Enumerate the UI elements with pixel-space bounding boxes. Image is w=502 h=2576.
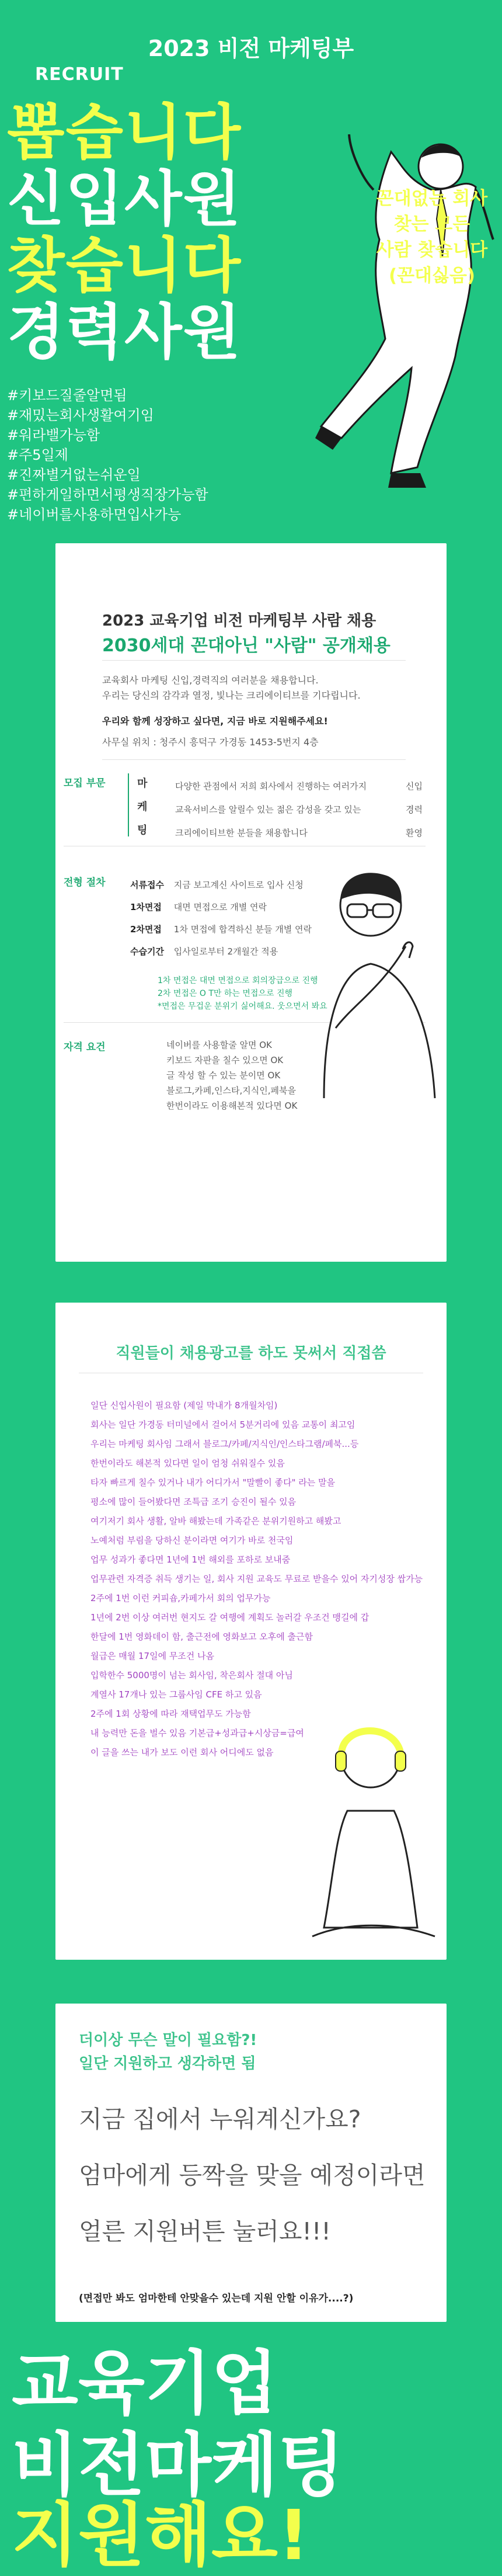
hero-line-3: 찾습니다 [7,231,242,301]
list-item: 2주에 1회 상황에 따라 재택업무도 가능함 [90,1709,251,1719]
page-title: 2023 비전 마케팅부 [148,36,354,61]
why-headline: 직원들이 채용광고를 하도 못써서 직접씀 [116,1345,386,1362]
process-step: 2차면접 1차 면접에 합격하신 분들 개별 연락 [130,924,312,935]
cta-card [55,2004,447,2322]
list-item: 내 능력만 돈을 벌수 있음 기본급+성과급+시상금=급여 [90,1728,304,1738]
posting-intro: 교육회사 마케팅 신입,경력직의 여러분을 채용합니다. 우리는 당신의 감각과 열정, 빛나는 크리에이티브를 기다립니다. [102,675,361,701]
list-item: 여기저기 회사 생활, 알바 해봤는데 가족같은 분위기원하고 해봤고 [90,1516,341,1526]
hero-line-1: 뽑습니다 [7,98,242,168]
thinking-man-illustration [301,853,447,1098]
qualification-list [166,1037,297,1113]
recruit-label: RECRUIT [35,64,124,85]
list-item: 한달에 1번 영화데이 함, 출근전에 영화보고 오후에 출근함 [90,1631,313,1642]
process-notes: 1차 면접은 대면 면접으로 회의장급으로 진행 2차 면접은 O T만 하는 면접으로 진행 *면접은 무겁운 분위기 싫어해요. 웃으면서 봐요 [158,976,327,1011]
qualification-item: 블로그,카페,인스타,지식인,페북을 [166,1085,296,1096]
cta-lines: 지금 집에서 누워계신가요? 엄마에게 등짝을 맞을 예정이라면 얼른 지원버튼 눌러요!!! [79,2105,426,2245]
qualification-item: 한번이라도 이용해본적 있다면 OK [166,1100,298,1111]
list-item: 이 글을 쓰는 내가 보도 이런 회사 어디에도 없음 [90,1747,274,1758]
outro-line-2: 비전마케팅 [12,2425,344,2505]
hashtag: #편하게일하면서평생직장가능함 [7,487,208,503]
cta-headline-2: 일단 지원하고 생각하면 됨 [79,2055,256,2072]
outro-line-1: 교육기업 [12,2343,278,2424]
process-step: 서류접수 지금 보고계신 사이트로 입사 신청 [130,880,304,890]
list-item: 계열사 17개나 있는 그룹사임 CFE 하고 있음 [90,1689,262,1700]
qualification-item: 키보드 자판을 칠수 있으면 OK [166,1055,284,1065]
qualification-label: 자격 요건 [64,1041,106,1053]
recruit-description: 다양한 관점에서 저희 회사에서 진행하는 여러가지 교육서비스를 알릴수 있는 젊은 감성을 갖고 있는 크리에이티브한 분들을 채용합니다 [175,781,367,838]
list-item: 입학한수 5000명이 넘는 회사임, 착은회사 절대 아님 [90,1670,293,1681]
hashtag: #재밌는회사생활여기임 [7,407,154,423]
process-step: 1차면접 대면 면접으로 개별 연락 [130,902,267,912]
posting-intro-bold: 우리와 함께 성장하고 싶다면, 지금 바로 지원해주세요! [102,716,328,727]
divider [102,759,406,760]
office-location: 사무실 위치 : 청주시 흥덕구 가경동 1453-5번지 4층 [102,737,319,748]
hero-side-note: 꼰대없는 회사 찾는 모든 사람 찾습니다 (꼰대싫음) [376,188,488,286]
hashtag: #진짜별거없는쉬운일 [7,467,141,483]
list-item: 회사는 일단 가경동 터미널에서 걸어서 5분거리에 있음 교통이 최고임 [90,1419,355,1430]
hashtag: #키보드질줄알면됨 [7,387,127,404]
list-item: 일단 신입사원이 필요함 (제일 막내가 8개월차임) [90,1400,278,1411]
process-steps [130,874,312,963]
outro-line-3: 지원해요! [12,2495,309,2575]
list-item: 2주에 1번 이런 커피숍,카페가서 회의 업무가능 [90,1593,271,1603]
list-item: 월급은 매월 17일에 무조건 나옴 [90,1651,215,1661]
recruit-vertical-title: 마 케 팅 [137,777,148,836]
recruit-levels: 신입 경력 환영 [406,781,423,838]
headphone-woman-illustration [301,1706,441,1951]
divider [102,660,406,661]
list-item: 우리는 마케팅 회사임 그래서 블로그/카페/지식인/인스타그램/페북...등 [90,1439,359,1449]
qualification-item: 글 작성 할 수 있는 분이면 OK [166,1070,281,1081]
recruit-label: 모집 부문 [64,777,106,789]
hero-line-4: 경력사원 [7,298,242,367]
process-label: 전형 절차 [64,877,106,888]
hashtag: #워라밸가능함 [7,427,100,443]
posting-kicker: 2023 교육기업 비전 마케팅부 사람 채용 [102,612,376,630]
list-item: 업무관련 자격증 취득 생기는 일, 회사 지원 교육도 무료로 받을수 있어 자기성장 쌉가능 [90,1574,423,1584]
posting-headline: 2030세대 꼰대아닌 "사람" 공개채용 [102,636,391,656]
list-item: 업무 성과가 좋다면 1년에 1번 해외를 포하로 보내줌 [90,1554,291,1565]
hero-line-2: 신입사원 [7,165,242,234]
cta-headline-1: 더이상 무슨 말이 필요함?! [79,2032,257,2049]
list-item: 1년에 2번 이상 여러번 현지도 갈 여행에 계획도 놀러갈 우조건 맹길에 갑 [90,1612,369,1623]
why-card [55,1303,447,1960]
list-item: 타자 빠르게 칠수 있거나 내가 어디가서 "말빨이 좋다" 라는 말을 [90,1477,335,1488]
list-item: 평소에 많이 들어봤다면 조특급 조기 승진이 될수 있음 [90,1497,297,1507]
qualification-item: 네이버를 사용할줄 알면 OK [166,1040,272,1050]
hashtag: #네이버를사용하면입사가능 [7,506,182,523]
job-posting-card [55,543,447,1262]
cta-note: (면접만 봐도 엄마한테 안맞을수 있는데 지원 안할 이유가....?) [79,2293,354,2304]
list-item: 한번이라도 해본적 있다면 일이 엄청 쉬워질수 있음 [90,1458,285,1468]
hashtag: #주5일제 [7,447,68,463]
process-step: 수습기간 입사일로부터 2개월간 적용 [130,946,278,957]
list-item: 노예처럼 부림을 당하신 분이라면 여기가 바로 천국임 [90,1535,294,1546]
divider [128,773,129,836]
hashtag-list [7,386,208,525]
